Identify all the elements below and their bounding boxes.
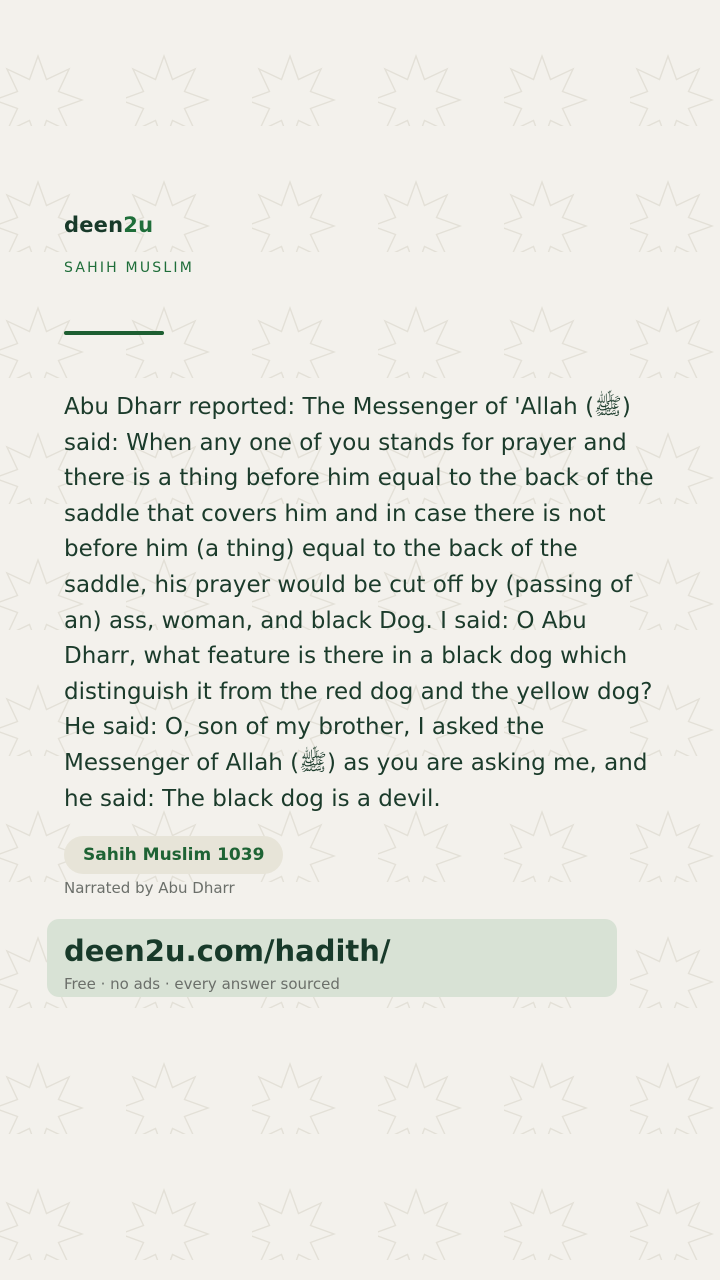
- website-tagline: Free · no ads · every answer sourced: [64, 975, 340, 993]
- collection-label: SAHIH MUSLIM: [64, 260, 194, 276]
- brand-logo: [64, 211, 153, 239]
- brand-name-suffix: 2u: [123, 213, 154, 237]
- website-card[interactable]: [47, 919, 617, 997]
- divider: [64, 331, 164, 335]
- website-url-link[interactable]: deen2u.com/hadith/: [64, 934, 391, 968]
- hadith-reference-badge[interactable]: Sahih Muslim 1039: [64, 836, 283, 874]
- brand-name-prefix: deen: [64, 213, 124, 237]
- narrator-label: Narrated by Abu Dharr: [64, 879, 235, 897]
- hadith-text: Abu Dharr reported: The Messenger of 'Allah (ﷺ) said: When any one of you stands for prayer and there is a thing before him equal to the back of the saddle that covers him and in case there is not before him (a thing) equal to the back of the saddle, his prayer would be cut off by (passing of an) ass, woman, and black Dog. I said: O Abu Dharr, what feature is there in a black dog which distinguish it from the red dog and the yellow dog? He said: O, son of my brother, I asked the Messenger of Allah (ﷺ) as you are asking me, and he said: The black dog is a devil.: [64, 394, 654, 812]
